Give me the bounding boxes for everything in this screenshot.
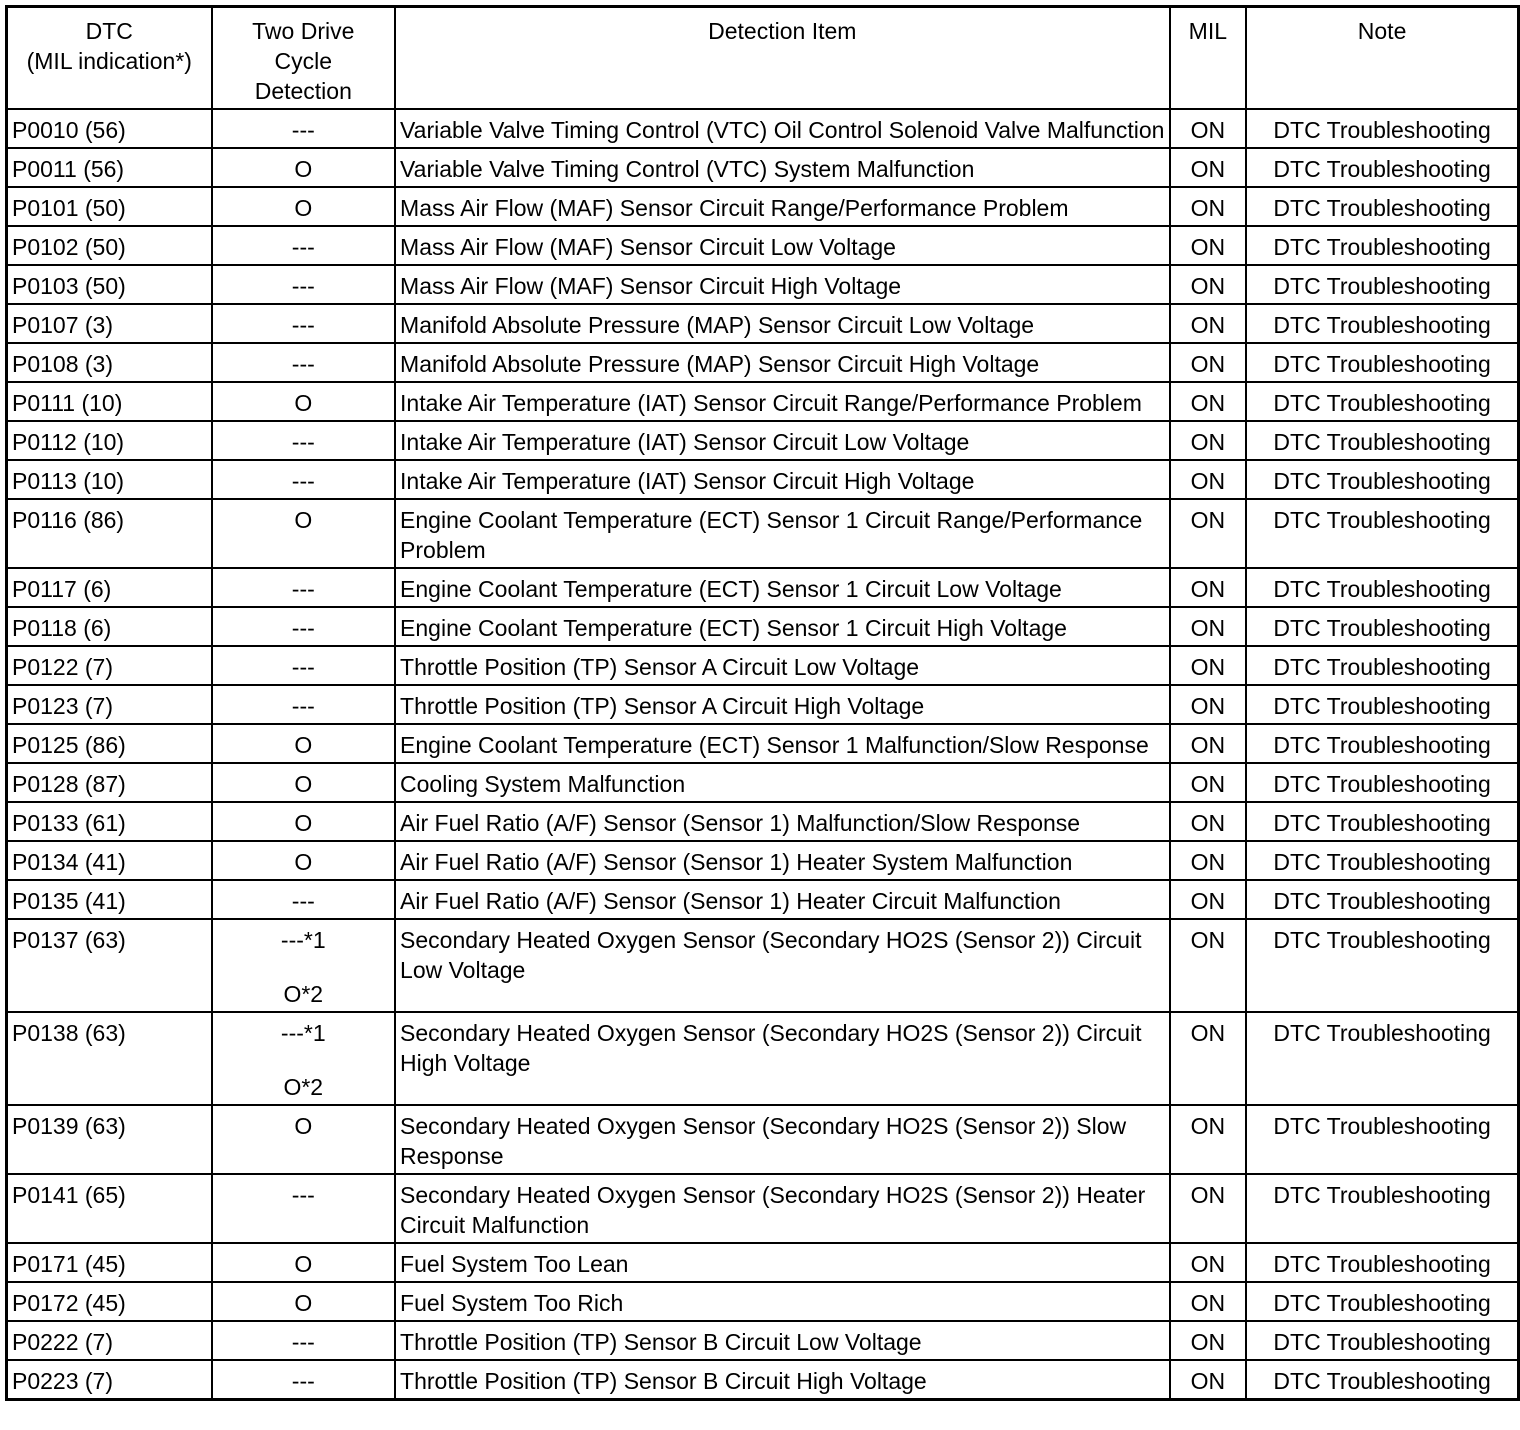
two-drive-cycle-value: --- [291, 1368, 315, 1394]
note-cell: DTC Troubleshooting [1246, 460, 1518, 499]
mil-cell: ON [1170, 763, 1247, 802]
two-drive-cycle-cell [212, 1105, 395, 1174]
dtc-code-cell: P0137 (63) [7, 919, 212, 1012]
two-drive-cycle-cell [212, 382, 395, 421]
table-row [7, 802, 1519, 841]
two-drive-cycle-cell [212, 763, 395, 802]
detection-item-cell: Air Fuel Ratio (A/F) Sensor (Sensor 1) Heater System Malfunction [395, 841, 1170, 880]
detection-item-cell: Secondary Heated Oxygen Sensor (Secondary HO2S (Sensor 2)) Slow Response [395, 1105, 1170, 1174]
table-row [7, 1012, 1519, 1105]
note-cell: DTC Troubleshooting [1246, 421, 1518, 460]
two-drive-cycle-cell [212, 187, 395, 226]
detection-item-cell: Mass Air Flow (MAF) Sensor Circuit High Voltage [395, 265, 1170, 304]
dtc-code-cell: P0133 (61) [7, 802, 212, 841]
note-cell: DTC Troubleshooting [1246, 763, 1518, 802]
header-two-line3: Detection [254, 78, 352, 104]
mil-cell: ON [1170, 685, 1247, 724]
dtc-code-cell: P0125 (86) [7, 724, 212, 763]
note-cell: DTC Troubleshooting [1246, 880, 1518, 919]
mil-cell: ON [1170, 1282, 1247, 1321]
detection-item-cell: Mass Air Flow (MAF) Sensor Circuit Range/Performance Problem [395, 187, 1170, 226]
two-drive-cycle-value: O [294, 156, 313, 182]
header-dtc [7, 7, 212, 110]
note-cell: DTC Troubleshooting [1246, 1174, 1518, 1243]
header-note: Note [1246, 7, 1518, 110]
dtc-code-cell: P0102 (50) [7, 226, 212, 265]
two-drive-cycle-value-secondary: O*2 [283, 1074, 324, 1100]
two-drive-cycle-value: --- [291, 615, 315, 641]
two-drive-cycle-value: O [294, 195, 313, 221]
detection-item-cell: Intake Air Temperature (IAT) Sensor Circuit Range/Performance Problem [395, 382, 1170, 421]
note-cell: DTC Troubleshooting [1246, 919, 1518, 1012]
note-cell: DTC Troubleshooting [1246, 1243, 1518, 1282]
table-row [7, 382, 1519, 421]
table-row [7, 607, 1519, 646]
dtc-code-cell: P0117 (6) [7, 568, 212, 607]
two-drive-cycle-value: --- [291, 351, 315, 377]
detection-item-cell: Engine Coolant Temperature (ECT) Sensor 1 Circuit Range/Performance Problem [395, 499, 1170, 568]
detection-item-cell: Secondary Heated Oxygen Sensor (Secondary HO2S (Sensor 2)) Heater Circuit Malfunction [395, 1174, 1170, 1243]
detection-item-cell: Engine Coolant Temperature (ECT) Sensor 1 Circuit Low Voltage [395, 568, 1170, 607]
two-drive-cycle-value: ---*1 [280, 927, 326, 953]
note-cell: DTC Troubleshooting [1246, 499, 1518, 568]
detection-item-cell: Throttle Position (TP) Sensor B Circuit High Voltage [395, 1360, 1170, 1400]
table-row [7, 343, 1519, 382]
table-row [7, 421, 1519, 460]
two-drive-cycle-cell [212, 1174, 395, 1243]
two-drive-cycle-value: O [294, 732, 313, 758]
dtc-code-cell: P0122 (7) [7, 646, 212, 685]
two-drive-cycle-value: --- [291, 1182, 315, 1208]
detection-item-cell: Throttle Position (TP) Sensor B Circuit Low Voltage [395, 1321, 1170, 1360]
table-row [7, 148, 1519, 187]
two-drive-cycle-value: --- [291, 117, 315, 143]
note-cell: DTC Troubleshooting [1246, 802, 1518, 841]
table-row [7, 265, 1519, 304]
detection-item-cell: Intake Air Temperature (IAT) Sensor Circuit Low Voltage [395, 421, 1170, 460]
note-cell: DTC Troubleshooting [1246, 724, 1518, 763]
detection-item-cell: Engine Coolant Temperature (ECT) Sensor 1 Malfunction/Slow Response [395, 724, 1170, 763]
table-row [7, 646, 1519, 685]
note-cell: DTC Troubleshooting [1246, 1360, 1518, 1400]
two-drive-cycle-cell [212, 919, 395, 1012]
table-row [7, 1174, 1519, 1243]
mil-cell: ON [1170, 646, 1247, 685]
dtc-code-cell: P0135 (41) [7, 880, 212, 919]
detection-item-cell: Manifold Absolute Pressure (MAP) Sensor Circuit High Voltage [395, 343, 1170, 382]
two-drive-cycle-cell [212, 724, 395, 763]
note-cell: DTC Troubleshooting [1246, 568, 1518, 607]
two-drive-cycle-value: O [294, 849, 313, 875]
header-row [7, 7, 1519, 110]
table-row [7, 685, 1519, 724]
mil-cell: ON [1170, 226, 1247, 265]
table-row [7, 109, 1519, 148]
two-drive-cycle-value: O [294, 1113, 313, 1139]
note-cell: DTC Troubleshooting [1246, 382, 1518, 421]
two-drive-cycle-value: --- [291, 312, 315, 338]
two-drive-cycle-cell [212, 841, 395, 880]
table-row [7, 763, 1519, 802]
two-drive-cycle-value: O [294, 810, 313, 836]
table-row [7, 1243, 1519, 1282]
dtc-code-cell: P0139 (63) [7, 1105, 212, 1174]
note-cell: DTC Troubleshooting [1246, 1105, 1518, 1174]
table-row [7, 1360, 1519, 1400]
two-drive-cycle-cell [212, 460, 395, 499]
two-drive-cycle-cell [212, 1012, 395, 1105]
note-cell: DTC Troubleshooting [1246, 1282, 1518, 1321]
two-drive-cycle-cell [212, 802, 395, 841]
mil-cell: ON [1170, 1174, 1247, 1243]
note-cell: DTC Troubleshooting [1246, 304, 1518, 343]
two-drive-cycle-value: O [294, 390, 313, 416]
two-drive-cycle-value: --- [291, 654, 315, 680]
dtc-code-cell: P0010 (56) [7, 109, 212, 148]
mil-cell: ON [1170, 607, 1247, 646]
dtc-code-cell: P0141 (65) [7, 1174, 212, 1243]
two-drive-cycle-cell [212, 646, 395, 685]
header-dtc-line1: DTC [85, 18, 133, 44]
detection-item-cell: Air Fuel Ratio (A/F) Sensor (Sensor 1) Heater Circuit Malfunction [395, 880, 1170, 919]
header-two-line2: Cycle [274, 48, 333, 74]
dtc-code-cell: P0134 (41) [7, 841, 212, 880]
two-drive-cycle-cell [212, 568, 395, 607]
mil-cell: ON [1170, 1321, 1247, 1360]
mil-cell: ON [1170, 1105, 1247, 1174]
detection-item-cell: Secondary Heated Oxygen Sensor (Secondary HO2S (Sensor 2)) Circuit High Voltage [395, 1012, 1170, 1105]
two-drive-cycle-cell [212, 1321, 395, 1360]
dtc-code-cell: P0103 (50) [7, 265, 212, 304]
mil-cell: ON [1170, 421, 1247, 460]
two-drive-cycle-value: --- [291, 468, 315, 494]
two-drive-cycle-value: --- [291, 693, 315, 719]
dtc-code-cell: P0107 (3) [7, 304, 212, 343]
two-drive-cycle-cell [212, 421, 395, 460]
mil-cell: ON [1170, 802, 1247, 841]
mil-cell: ON [1170, 304, 1247, 343]
two-drive-cycle-value-secondary: O*2 [283, 981, 324, 1007]
note-cell: DTC Troubleshooting [1246, 187, 1518, 226]
mil-cell: ON [1170, 499, 1247, 568]
two-drive-cycle-cell [212, 499, 395, 568]
dtc-code-cell: P0172 (45) [7, 1282, 212, 1321]
table-row [7, 568, 1519, 607]
dtc-code-cell: P0222 (7) [7, 1321, 212, 1360]
dtc-code-cell: P0011 (56) [7, 148, 212, 187]
dtc-table [5, 5, 1520, 1401]
two-drive-cycle-value: --- [291, 429, 315, 455]
two-drive-cycle-value: --- [291, 1329, 315, 1355]
header-dtc-line2: (MIL indication*) [26, 48, 192, 74]
table-row [7, 1105, 1519, 1174]
mil-cell: ON [1170, 343, 1247, 382]
two-drive-cycle-cell [212, 1282, 395, 1321]
dtc-code-cell: P0113 (10) [7, 460, 212, 499]
dtc-code-cell: P0108 (3) [7, 343, 212, 382]
two-drive-cycle-value: --- [291, 273, 315, 299]
dtc-code-cell: P0111 (10) [7, 382, 212, 421]
mil-cell: ON [1170, 724, 1247, 763]
two-drive-cycle-value: O [294, 1290, 313, 1316]
note-cell: DTC Troubleshooting [1246, 607, 1518, 646]
table-row [7, 1321, 1519, 1360]
mil-cell: ON [1170, 382, 1247, 421]
two-drive-cycle-cell [212, 265, 395, 304]
mil-cell: ON [1170, 1012, 1247, 1105]
dtc-code-cell: P0223 (7) [7, 1360, 212, 1400]
detection-item-cell: Air Fuel Ratio (A/F) Sensor (Sensor 1) Malfunction/Slow Response [395, 802, 1170, 841]
note-cell: DTC Troubleshooting [1246, 1012, 1518, 1105]
two-drive-cycle-value: --- [291, 576, 315, 602]
note-cell: DTC Troubleshooting [1246, 646, 1518, 685]
dtc-code-cell: P0171 (45) [7, 1243, 212, 1282]
note-cell: DTC Troubleshooting [1246, 226, 1518, 265]
two-drive-cycle-cell [212, 226, 395, 265]
detection-item-cell: Variable Valve Timing Control (VTC) Oil Control Solenoid Valve Malfunction [395, 109, 1170, 148]
mil-cell: ON [1170, 460, 1247, 499]
detection-item-cell: Manifold Absolute Pressure (MAP) Sensor Circuit Low Voltage [395, 304, 1170, 343]
detection-item-cell: Variable Valve Timing Control (VTC) System Malfunction [395, 148, 1170, 187]
mil-cell: ON [1170, 187, 1247, 226]
dtc-code-cell: P0116 (86) [7, 499, 212, 568]
two-drive-cycle-cell [212, 148, 395, 187]
header-detection-item: Detection Item [395, 7, 1170, 110]
mil-cell: ON [1170, 1360, 1247, 1400]
mil-cell: ON [1170, 568, 1247, 607]
table-row [7, 919, 1519, 1012]
two-drive-cycle-value: ---*1 [280, 1020, 326, 1046]
note-cell: DTC Troubleshooting [1246, 841, 1518, 880]
mil-cell: ON [1170, 265, 1247, 304]
detection-item-cell: Intake Air Temperature (IAT) Sensor Circuit High Voltage [395, 460, 1170, 499]
mil-cell: ON [1170, 841, 1247, 880]
mil-cell: ON [1170, 880, 1247, 919]
detection-item-cell: Engine Coolant Temperature (ECT) Sensor 1 Circuit High Voltage [395, 607, 1170, 646]
mil-cell: ON [1170, 1243, 1247, 1282]
two-drive-cycle-value: O [294, 507, 313, 533]
two-drive-cycle-value: O [294, 771, 313, 797]
two-drive-cycle-value: --- [291, 234, 315, 260]
dtc-code-cell: P0123 (7) [7, 685, 212, 724]
note-cell: DTC Troubleshooting [1246, 685, 1518, 724]
two-drive-cycle-cell [212, 1243, 395, 1282]
table-row [7, 724, 1519, 763]
dtc-code-cell: P0118 (6) [7, 607, 212, 646]
two-drive-cycle-cell [212, 685, 395, 724]
mil-cell: ON [1170, 148, 1247, 187]
detection-item-cell: Fuel System Too Rich [395, 1282, 1170, 1321]
two-drive-cycle-value: --- [291, 888, 315, 914]
note-cell: DTC Troubleshooting [1246, 265, 1518, 304]
header-two-line1: Two Drive [252, 18, 355, 44]
two-drive-cycle-cell [212, 304, 395, 343]
table-row [7, 880, 1519, 919]
header-mil: MIL [1170, 7, 1247, 110]
note-cell: DTC Troubleshooting [1246, 109, 1518, 148]
dtc-table-body [7, 109, 1519, 1400]
detection-item-cell: Cooling System Malfunction [395, 763, 1170, 802]
dtc-code-cell: P0101 (50) [7, 187, 212, 226]
note-cell: DTC Troubleshooting [1246, 343, 1518, 382]
table-row [7, 187, 1519, 226]
dtc-code-cell: P0138 (63) [7, 1012, 212, 1105]
table-row [7, 304, 1519, 343]
two-drive-cycle-cell [212, 109, 395, 148]
detection-item-cell: Fuel System Too Lean [395, 1243, 1170, 1282]
two-drive-cycle-cell [212, 607, 395, 646]
table-row [7, 1282, 1519, 1321]
detection-item-cell: Secondary Heated Oxygen Sensor (Secondary HO2S (Sensor 2)) Circuit Low Voltage [395, 919, 1170, 1012]
two-drive-cycle-cell [212, 343, 395, 382]
two-drive-cycle-cell [212, 880, 395, 919]
table-row [7, 841, 1519, 880]
table-row [7, 499, 1519, 568]
mil-cell: ON [1170, 109, 1247, 148]
detection-item-cell: Mass Air Flow (MAF) Sensor Circuit Low Voltage [395, 226, 1170, 265]
detection-item-cell: Throttle Position (TP) Sensor A Circuit High Voltage [395, 685, 1170, 724]
detection-item-cell: Throttle Position (TP) Sensor A Circuit Low Voltage [395, 646, 1170, 685]
dtc-code-cell: P0128 (87) [7, 763, 212, 802]
two-drive-cycle-value: O [294, 1251, 313, 1277]
mil-cell: ON [1170, 919, 1247, 1012]
note-cell: DTC Troubleshooting [1246, 148, 1518, 187]
table-row [7, 226, 1519, 265]
dtc-code-cell: P0112 (10) [7, 421, 212, 460]
header-two-drive-cycle [212, 7, 395, 110]
two-drive-cycle-cell [212, 1360, 395, 1400]
note-cell: DTC Troubleshooting [1246, 1321, 1518, 1360]
table-row [7, 460, 1519, 499]
